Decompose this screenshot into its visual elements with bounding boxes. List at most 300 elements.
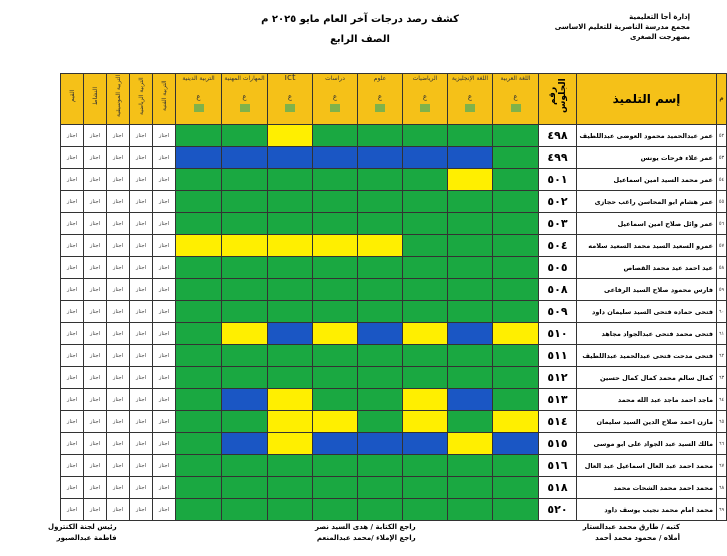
student-name: عمر عبدالحميد محمود العوضى عبداللطيف xyxy=(577,125,717,147)
col-pe: التربية الرياضية xyxy=(130,74,153,125)
grade-cell xyxy=(268,125,313,147)
table-row xyxy=(61,125,727,147)
school-name: مجمع مدرسة الناصرية للتعليم الاساسى xyxy=(554,23,690,31)
row-number: ٥٢ xyxy=(717,125,727,147)
reviewer-writing: راجع الكتابة / هدى السيد نصر xyxy=(315,523,416,531)
grade-cell xyxy=(268,499,313,521)
absent-cell: اجتاز xyxy=(61,411,84,433)
grade-cell xyxy=(222,301,268,323)
color-marker-icon xyxy=(240,104,250,112)
absent-cell: اجتاز xyxy=(153,213,176,235)
grade-cell xyxy=(268,257,313,279)
table-row xyxy=(61,169,727,191)
grade-cell xyxy=(222,125,268,147)
absent-cell: اجتاز xyxy=(130,433,153,455)
row-number: ٦٧ xyxy=(717,455,727,477)
color-marker-icon xyxy=(511,104,521,112)
grade-cell xyxy=(448,323,493,345)
row-number: ٦٥ xyxy=(717,411,727,433)
color-marker-icon xyxy=(375,104,385,112)
grade-cell xyxy=(403,147,448,169)
absent-cell: اجتاز xyxy=(61,455,84,477)
grade-cell xyxy=(493,169,539,191)
grade-cell xyxy=(358,257,403,279)
header-row xyxy=(61,74,727,125)
row-number: ٦٩ xyxy=(717,499,727,521)
absent-cell: اجتاز xyxy=(84,279,107,301)
absent-cell: اجتاز xyxy=(84,147,107,169)
grade-cell xyxy=(493,147,539,169)
absent-cell: اجتاز xyxy=(153,367,176,389)
grade-cell xyxy=(313,213,358,235)
grade-cell xyxy=(448,125,493,147)
row-number: ٥٦ xyxy=(717,213,727,235)
absent-cell: اجتاز xyxy=(61,169,84,191)
seat-number: ٥٠١ xyxy=(539,169,577,191)
absent-cell: اجتاز xyxy=(61,279,84,301)
grade-cell xyxy=(403,257,448,279)
absent-cell: اجتاز xyxy=(107,477,130,499)
grade-cell xyxy=(403,125,448,147)
grade-cell xyxy=(313,389,358,411)
absent-cell: اجتاز xyxy=(84,455,107,477)
absent-cell: اجتاز xyxy=(153,323,176,345)
grade-cell xyxy=(176,389,222,411)
seat-number: ٥٠٤ xyxy=(539,235,577,257)
grade-cell xyxy=(222,235,268,257)
grade-cell xyxy=(268,433,313,455)
absent-cell: اجتاز xyxy=(107,345,130,367)
grade-cell xyxy=(176,323,222,345)
row-number: ٦٠ xyxy=(717,301,727,323)
grade-cell xyxy=(403,235,448,257)
absent-cell: اجتاز xyxy=(107,323,130,345)
grade-cell xyxy=(493,345,539,367)
grade-cell xyxy=(313,301,358,323)
grade-cell xyxy=(222,257,268,279)
student-name: محمد احمد عبد العال اسماعيل عبد العال xyxy=(577,455,717,477)
grade-cell xyxy=(448,389,493,411)
reviewer-dictation: راجع الإملاء /محمد عبدالمنعم xyxy=(316,534,416,542)
grade-cell xyxy=(268,389,313,411)
table-row xyxy=(61,499,727,521)
grade-cell xyxy=(493,301,539,323)
row-number: ٦٦ xyxy=(717,433,727,455)
grade-cell xyxy=(268,477,313,499)
absent-cell: اجتاز xyxy=(61,367,84,389)
absent-cell: اجتاز xyxy=(130,213,153,235)
grade-cell xyxy=(313,477,358,499)
row-number: ٦١ xyxy=(717,323,727,345)
student-name: فارس محمود صلاح السيد الرفاعى xyxy=(577,279,717,301)
absent-cell: اجتاز xyxy=(153,499,176,521)
table-row xyxy=(61,455,727,477)
student-name: عمر علاء فرحات يونس xyxy=(577,147,717,169)
admin-name: إدارة أجا التعليمية xyxy=(629,13,690,21)
grade-cell xyxy=(493,389,539,411)
grade-cell xyxy=(176,169,222,191)
absent-cell: اجتاز xyxy=(130,367,153,389)
absent-cell: اجتاز xyxy=(61,191,84,213)
table-row xyxy=(61,279,727,301)
absent-cell: اجتاز xyxy=(84,125,107,147)
col-music: التربية الموسيقية xyxy=(107,74,130,125)
table-row xyxy=(61,301,727,323)
absent-cell: اجتاز xyxy=(153,411,176,433)
grade-cell xyxy=(268,169,313,191)
grade-cell xyxy=(403,367,448,389)
grade-cell xyxy=(403,169,448,191)
seat-number: ٥٠٩ xyxy=(539,301,577,323)
seat-number: ٥٢٠ xyxy=(539,499,577,521)
student-name: مازن احمد صلاح الدين السيد سليمان xyxy=(577,411,717,433)
absent-cell: اجتاز xyxy=(153,235,176,257)
absent-cell: اجتاز xyxy=(153,301,176,323)
absent-cell: اجتاز xyxy=(130,257,153,279)
grade-cell xyxy=(268,345,313,367)
absent-cell: اجتاز xyxy=(153,279,176,301)
absent-cell: اجتاز xyxy=(84,191,107,213)
student-name: عمر هشام ابو المحاسن راغب حجازى xyxy=(577,191,717,213)
grade-cell xyxy=(222,389,268,411)
grade-cell xyxy=(493,411,539,433)
absent-cell: اجتاز xyxy=(130,125,153,147)
grade-cell xyxy=(268,147,313,169)
grade-cell xyxy=(222,433,268,455)
grade-cell xyxy=(448,433,493,455)
grade-cell xyxy=(493,433,539,455)
absent-cell: اجتاز xyxy=(61,213,84,235)
grade-cell xyxy=(176,125,222,147)
color-marker-icon xyxy=(465,104,475,112)
grade-cell xyxy=(448,147,493,169)
seat-number: ٤٩٨ xyxy=(539,125,577,147)
student-name: فتحى محمد فتحى عبدالجواد مجاهد xyxy=(577,323,717,345)
absent-cell: اجتاز xyxy=(84,411,107,433)
color-marker-icon xyxy=(330,104,340,112)
grades-table xyxy=(60,73,727,521)
absent-cell: اجتاز xyxy=(107,411,130,433)
grade-cell xyxy=(358,301,403,323)
col-science: علوم ع xyxy=(358,74,403,125)
grade-cell xyxy=(448,477,493,499)
col-name: إسم التلميذ xyxy=(577,74,717,125)
absent-cell: اجتاز xyxy=(130,455,153,477)
absent-cell: اجتاز xyxy=(84,477,107,499)
absent-cell: اجتاز xyxy=(61,235,84,257)
grade-cell xyxy=(403,323,448,345)
absent-cell: اجتاز xyxy=(153,169,176,191)
grade-cell xyxy=(222,147,268,169)
table-row xyxy=(61,367,727,389)
table-row xyxy=(61,323,727,345)
seat-number: ٥٠٣ xyxy=(539,213,577,235)
absent-cell: اجتاز xyxy=(61,323,84,345)
grade-cell xyxy=(358,433,403,455)
grade-cell xyxy=(493,191,539,213)
grade-cell xyxy=(313,455,358,477)
grade-cell xyxy=(493,323,539,345)
absent-cell: اجتاز xyxy=(84,345,107,367)
control-head-name: فاطمة عبدالصبور xyxy=(56,534,117,542)
grade-cell xyxy=(358,345,403,367)
grade-cell xyxy=(268,301,313,323)
absent-cell: اجتاز xyxy=(84,433,107,455)
grade-cell xyxy=(222,323,268,345)
absent-cell: اجتاز xyxy=(130,235,153,257)
grade-cell xyxy=(358,455,403,477)
grade-cell xyxy=(493,235,539,257)
color-marker-icon xyxy=(285,104,295,112)
absent-cell: اجتاز xyxy=(130,477,153,499)
grade-cell xyxy=(268,279,313,301)
seat-number: ٥١٢ xyxy=(539,367,577,389)
grade-cell xyxy=(358,235,403,257)
grade-cell xyxy=(358,213,403,235)
grade-cell xyxy=(493,499,539,521)
col-art: التربية الفنية xyxy=(153,74,176,125)
absent-cell: اجتاز xyxy=(84,257,107,279)
absent-cell: اجتاز xyxy=(130,499,153,521)
grade-cell xyxy=(358,389,403,411)
grade-cell xyxy=(358,499,403,521)
grade-cell xyxy=(358,477,403,499)
absent-cell: اجتاز xyxy=(61,301,84,323)
absent-cell: اجتاز xyxy=(107,367,130,389)
grade-cell xyxy=(493,367,539,389)
row-number: ٦٢ xyxy=(717,345,727,367)
seat-number: ٥١٠ xyxy=(539,323,577,345)
grade-cell xyxy=(313,235,358,257)
absent-cell: اجتاز xyxy=(61,477,84,499)
grade-cell xyxy=(313,433,358,455)
grade-cell xyxy=(403,279,448,301)
absent-cell: اجتاز xyxy=(153,455,176,477)
grade-cell xyxy=(448,191,493,213)
col-social: دراسات ع xyxy=(313,74,358,125)
row-number: ٦٤ xyxy=(717,389,727,411)
seat-number: ٥١٥ xyxy=(539,433,577,455)
grade-cell xyxy=(176,213,222,235)
grade-cell xyxy=(448,411,493,433)
grade-cell xyxy=(176,367,222,389)
grade-cell xyxy=(448,301,493,323)
absent-cell: اجتاز xyxy=(153,477,176,499)
row-number: ٥٧ xyxy=(717,235,727,257)
absent-cell: اجتاز xyxy=(84,389,107,411)
absent-cell: اجتاز xyxy=(84,169,107,191)
control-head-title: رئيس لجنة الكنترول xyxy=(48,523,117,531)
grade-cell xyxy=(176,279,222,301)
grade-cell xyxy=(176,499,222,521)
grade-cell xyxy=(448,213,493,235)
table-row xyxy=(61,345,727,367)
absent-cell: اجتاز xyxy=(84,213,107,235)
row-number: ٦٣ xyxy=(717,367,727,389)
grade-cell xyxy=(222,191,268,213)
grade-cell xyxy=(448,235,493,257)
absent-cell: اجتاز xyxy=(107,301,130,323)
seat-number: ٥٠٢ xyxy=(539,191,577,213)
student-name: عيد احمد عيد محمد القصاص xyxy=(577,257,717,279)
col-ict: ict ع xyxy=(268,74,313,125)
grade-cell xyxy=(358,367,403,389)
table-row xyxy=(61,191,727,213)
absent-cell: اجتاز xyxy=(61,389,84,411)
seat-number: ٥١٣ xyxy=(539,389,577,411)
grade-cell xyxy=(358,411,403,433)
seat-number: ٥١١ xyxy=(539,345,577,367)
grade-cell xyxy=(268,213,313,235)
grade-cell xyxy=(222,411,268,433)
grade-cell xyxy=(493,279,539,301)
grade-cell xyxy=(176,147,222,169)
grade-cell xyxy=(176,345,222,367)
seat-number: ٥٠٨ xyxy=(539,279,577,301)
grade-cell xyxy=(313,411,358,433)
grade-cell xyxy=(313,191,358,213)
student-name: فتحى مدحت فتحى عبدالحميد عبداللطيف xyxy=(577,345,717,367)
table-row xyxy=(61,235,727,257)
grade-cell xyxy=(403,499,448,521)
grade-cell xyxy=(448,279,493,301)
grade-cell xyxy=(268,455,313,477)
absent-cell: اجتاز xyxy=(107,169,130,191)
absent-cell: اجتاز xyxy=(107,279,130,301)
grade-cell xyxy=(222,169,268,191)
grade-cell xyxy=(313,367,358,389)
absent-cell: اجتاز xyxy=(153,433,176,455)
grade-cell xyxy=(222,213,268,235)
grade-cell xyxy=(493,455,539,477)
grade-cell xyxy=(448,169,493,191)
row-number: ٥٥ xyxy=(717,191,727,213)
absent-cell: اجتاز xyxy=(107,257,130,279)
grade-cell xyxy=(268,323,313,345)
grade-cell xyxy=(358,169,403,191)
grade-cell xyxy=(358,147,403,169)
color-marker-icon xyxy=(420,104,430,112)
absent-cell: اجتاز xyxy=(84,301,107,323)
absent-cell: اجتاز xyxy=(107,213,130,235)
grade-cell xyxy=(358,191,403,213)
grade-cell xyxy=(222,499,268,521)
absent-cell: اجتاز xyxy=(107,433,130,455)
absent-cell: اجتاز xyxy=(107,125,130,147)
grade-cell xyxy=(358,323,403,345)
col-religion: التربية الدينية ع xyxy=(176,74,222,125)
grade-cell xyxy=(313,147,358,169)
absent-cell: اجتاز xyxy=(153,191,176,213)
absent-cell: اجتاز xyxy=(107,191,130,213)
col-seat: رقم الجلوس xyxy=(539,74,577,125)
col-row-no: م xyxy=(717,74,727,125)
grade-cell xyxy=(448,345,493,367)
grade-cell xyxy=(222,279,268,301)
page-title: كشف رصد درجات آخر العام مايو ٢٠٢٥ م xyxy=(261,14,459,25)
absent-cell: اجتاز xyxy=(84,499,107,521)
absent-cell: اجتاز xyxy=(153,389,176,411)
seat-number: ٥١٦ xyxy=(539,455,577,477)
col-activity: النشاط xyxy=(84,74,107,125)
col-english: اللغة الإنجليزية ع xyxy=(448,74,493,125)
absent-cell: اجتاز xyxy=(107,389,130,411)
absent-cell: اجتاز xyxy=(61,345,84,367)
col-values: القيم xyxy=(61,74,84,125)
student-name: عمرو السعيد السيد محمد السعيد سلامه xyxy=(577,235,717,257)
seat-number: ٥١٨ xyxy=(539,477,577,499)
grade-cell xyxy=(403,345,448,367)
grade-cell xyxy=(448,257,493,279)
absent-cell: اجتاز xyxy=(130,147,153,169)
student-name: ماجد احمد ماجد عبد الله محمد xyxy=(577,389,717,411)
grade-cell xyxy=(176,477,222,499)
grade-cell xyxy=(222,455,268,477)
grade-cell xyxy=(313,279,358,301)
grade-cell xyxy=(493,257,539,279)
absent-cell: اجتاز xyxy=(130,191,153,213)
grade-cell xyxy=(268,367,313,389)
table-row xyxy=(61,411,727,433)
absent-cell: اجتاز xyxy=(130,345,153,367)
grade-cell xyxy=(403,213,448,235)
grade-cell xyxy=(448,455,493,477)
student-name: عمر وائل صلاح امين اسماعيل xyxy=(577,213,717,235)
col-skills: المهارات المهنية ع xyxy=(222,74,268,125)
grade-cell xyxy=(403,411,448,433)
table-row xyxy=(61,213,727,235)
grade-cell xyxy=(358,279,403,301)
grade-cell xyxy=(448,367,493,389)
absent-cell: اجتاز xyxy=(130,389,153,411)
row-number: ٥٣ xyxy=(717,147,727,169)
grade-cell xyxy=(313,345,358,367)
absent-cell: اجتاز xyxy=(153,257,176,279)
row-number: ٥٩ xyxy=(717,279,727,301)
absent-cell: اجتاز xyxy=(153,345,176,367)
absent-cell: اجتاز xyxy=(130,411,153,433)
seat-number: ٤٩٩ xyxy=(539,147,577,169)
student-name: عمر محمد السيد امين اسماعيل xyxy=(577,169,717,191)
table-row xyxy=(61,477,727,499)
col-math: الرياضيات ع xyxy=(403,74,448,125)
absent-cell: اجتاز xyxy=(61,125,84,147)
grade-cell xyxy=(176,455,222,477)
grade-cell xyxy=(176,411,222,433)
absent-cell: اجتاز xyxy=(84,367,107,389)
seat-number: ٥١٤ xyxy=(539,411,577,433)
row-number: ٥٤ xyxy=(717,169,727,191)
absent-cell: اجتاز xyxy=(130,301,153,323)
grade-cell xyxy=(176,301,222,323)
absent-cell: اجتاز xyxy=(84,323,107,345)
grade-cell xyxy=(313,257,358,279)
absent-cell: اجتاز xyxy=(130,279,153,301)
grade-cell xyxy=(268,235,313,257)
table-row xyxy=(61,389,727,411)
absent-cell: اجتاز xyxy=(153,125,176,147)
grade-cell xyxy=(403,477,448,499)
grade-cell xyxy=(493,213,539,235)
absent-cell: اجتاز xyxy=(153,147,176,169)
color-marker-icon xyxy=(194,104,204,112)
grade-cell xyxy=(176,433,222,455)
seat-number: ٥٠٥ xyxy=(539,257,577,279)
absent-cell: اجتاز xyxy=(107,499,130,521)
dictated: أملاه / محمود محمد أحمد xyxy=(595,534,680,542)
writer: كتبه / طارق محمد عبدالستار xyxy=(582,523,680,531)
student-name: فتحى حماده فتحى السيد سليمان داود xyxy=(577,301,717,323)
